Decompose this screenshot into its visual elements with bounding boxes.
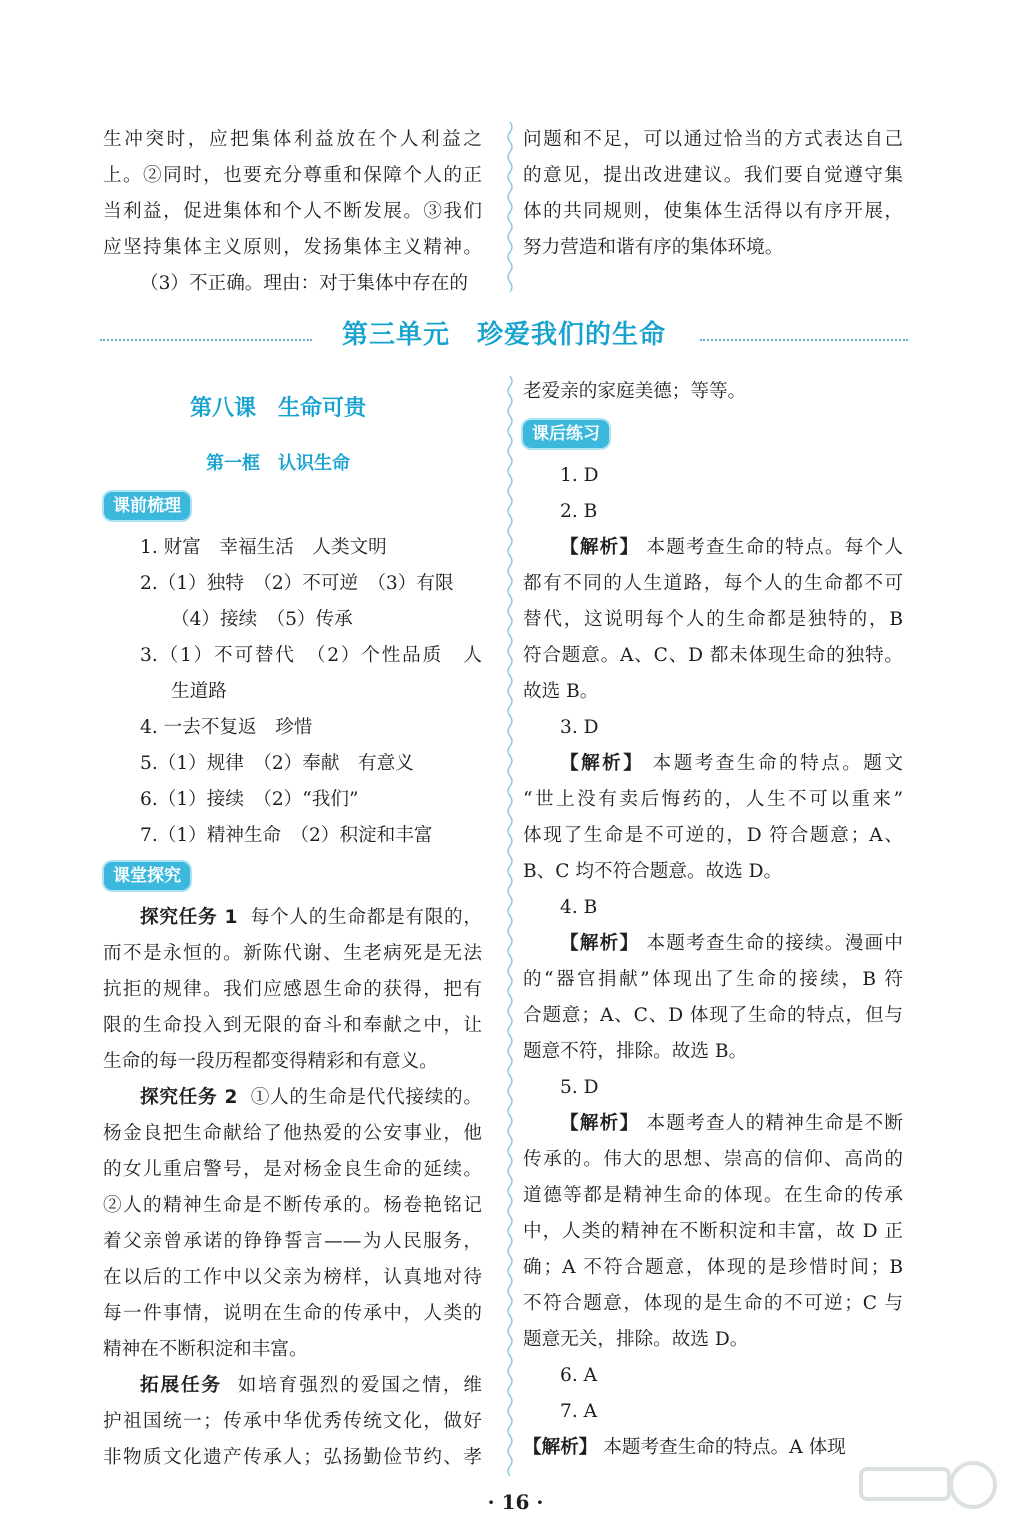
pre-class-list <box>103 530 482 854</box>
watermark-logo <box>851 1455 1011 1527</box>
text-line: 非物质文化遗产传承人；弘扬勤俭节约、孝 <box>103 1447 482 1468</box>
text-line <box>523 1106 903 1142</box>
text-line: （3）不正确。理由：对于集体中存在的 <box>140 273 468 294</box>
answer-item: 4. B <box>560 897 598 918</box>
analysis-text: 本题考查生命的接续。漫画中 <box>646 933 903 954</box>
text-line: 题意不符，排除。故选 B。 <box>523 1041 748 1062</box>
text-line: 替代，这说明每个人的生命都是独特的，B <box>523 609 903 630</box>
unit-heading <box>100 312 908 358</box>
text-line: 故选 B。 <box>523 681 599 702</box>
task-label: 探究任务 1 <box>140 907 238 928</box>
text-line: 而不是永恒的。新陈代谢、生老病死是无法 <box>103 943 482 964</box>
text-line: 符合题意。A、C、D 都未体现生命的独特。 <box>523 645 903 666</box>
text-line: 的女儿重启警号，是对杨金良生命的延续。 <box>103 1159 482 1180</box>
page-number: · 16 · <box>487 1490 544 1514</box>
tag-after-class: 课后练习 <box>523 420 609 448</box>
text-line: 合题意；A、C、D 体现了生命的特点，但与 <box>523 1005 903 1026</box>
analysis-text: 本题考查生命的特点。题文 <box>652 753 903 774</box>
list-item: 1. 财富 幸福生活 人类文明 <box>140 537 387 558</box>
exercise-answers <box>523 458 903 1466</box>
right-first-line <box>523 374 903 410</box>
analysis-label: 【解析】 <box>560 537 640 558</box>
lesson-title: 第八课 生命可贵 <box>190 396 367 421</box>
text-line: 的“器官捐献”体现出了生命的接续，B 符 <box>523 969 903 990</box>
text-line: 传承的。伟大的思想、崇高的信仰、高尚的 <box>523 1149 903 1170</box>
text-line: 杨金良把生命献给了他热爱的公安事业，他 <box>103 1123 482 1144</box>
list-item: 4. 一去不复返 珍惜 <box>140 717 313 738</box>
list-item: 6.（1）接续 （2）“我们” <box>140 789 359 810</box>
analysis-text: 本题考查生命的特点。A 体现 <box>603 1437 846 1458</box>
text-line: 生冲突时，应把集体利益放在个人利益之 <box>103 129 482 150</box>
text-line: 生命的每一段历程都变得精彩和有意义。 <box>103 1051 438 1072</box>
answer-item: 1. D <box>560 465 599 486</box>
list-item: （4）接续 （5）传承 <box>171 609 353 630</box>
explore-section <box>103 900 482 1476</box>
text-line: 道德等都是精神生命的体现。在生命的传承 <box>523 1185 903 1206</box>
text-line: 不符合题意，体现的是生命的不可逆；C 与 <box>523 1293 903 1314</box>
task-text: 每个人的生命都是有限的， <box>250 907 482 928</box>
text-line: 问题和不足，可以通过恰当的方式表达自己 <box>523 129 903 150</box>
text-line: 当利益，促进集体和个人不断发展。③我们 <box>103 201 482 222</box>
text-line: 体现了生命是不可逆的，D 符合题意；A、 <box>523 825 903 846</box>
task-label: 拓展任务 <box>140 1375 223 1396</box>
text-line: 体的共同规则，使集体生活得以有序开展， <box>523 201 903 222</box>
analysis-text: 本题考查人的精神生命是不断 <box>646 1113 903 1134</box>
text-line: 的意见，提出改进建议。我们要自觉遵守集 <box>523 165 903 186</box>
text-line: 努力营造和谐有序的集体环境。 <box>523 237 784 258</box>
analysis-label: 【解析】 <box>523 1437 598 1458</box>
answer-item: 5. D <box>560 1077 599 1098</box>
column-divider <box>504 376 516 1476</box>
text-line: 着父亲曾承诺的铮铮誓言——为人民服务， <box>103 1231 482 1252</box>
analysis-label: 【解析】 <box>560 1113 640 1134</box>
text-line: 确；A 不符合题意，体现的是珍惜时间；B <box>523 1257 903 1278</box>
task-label: 探究任务 2 <box>140 1087 238 1108</box>
top-left-column <box>103 122 482 302</box>
text-line: 护祖国统一；传承中华优秀传统文化，做好 <box>103 1411 482 1432</box>
text-line: 题意无关，排除。故选 D。 <box>523 1329 749 1350</box>
section-title: 第一框 认识生命 <box>206 453 350 474</box>
text-line <box>523 1430 903 1466</box>
analysis-label: 【解析】 <box>560 753 645 774</box>
text-line: 上。②同时，也要充分尊重和保障个人的正 <box>103 165 482 186</box>
tag-pre-class: 课前梳理 <box>104 492 190 520</box>
text-line <box>523 746 903 782</box>
answer-item: 2. B <box>560 501 598 522</box>
analysis-text: 本题考查生命的特点。每个人 <box>646 537 903 558</box>
text-line: 应坚持集体主义原则，发扬集体主义精神。 <box>103 237 482 258</box>
text-line: ②人的精神生命是不断传承的。杨卷艳铭记 <box>103 1195 482 1216</box>
tag-in-class: 课堂探究 <box>104 862 190 890</box>
text-line <box>103 1080 482 1116</box>
text-line: 在以后的工作中以父亲为榜样，认真地对待 <box>103 1267 482 1288</box>
unit-title: 第三单元 珍爱我们的生命 <box>341 320 666 350</box>
list-item: 7.（1）精神生命 （2）积淀和丰富 <box>140 825 433 846</box>
text-line <box>103 1368 482 1404</box>
text-line: 抗拒的规律。我们应感恩生命的获得，把有 <box>103 979 482 1000</box>
list-item: 2.（1）独特 （2）不可逆 （3）有限 <box>140 573 454 594</box>
text-line: 限的生命投入到无限的奋斗和奉献之中，让 <box>103 1015 482 1036</box>
list-item: 3.（1）不可替代 （2）个性品质 人 <box>140 645 482 666</box>
answer-item: 3. D <box>560 717 599 738</box>
text-line: B、C 均不符合题意。故选 D。 <box>523 861 783 882</box>
list-item: 生道路 <box>171 681 227 702</box>
text-line: 每一件事情，说明在生命的传承中，人类的 <box>103 1303 482 1324</box>
top-right-column <box>523 122 903 266</box>
answer-item: 7. A <box>560 1401 598 1422</box>
column-divider <box>504 122 516 292</box>
task-text: 如培育强烈的爱国之情，维 <box>237 1375 482 1396</box>
text-line <box>103 900 482 936</box>
analysis-label: 【解析】 <box>560 933 640 954</box>
text-line: 老爱亲的家庭美德；等等。 <box>523 381 747 402</box>
task-text: ①人的生命是代代接续的。 <box>250 1087 482 1108</box>
list-item: 5.（1）规律 （2）奉献 有意义 <box>140 753 414 774</box>
wavy-line <box>508 376 512 1476</box>
text-line: 中，人类的精神在不断积淀和丰富，故 D 正 <box>523 1221 903 1242</box>
text-line: 都有不同的人生道路，每个人的生命都不可 <box>523 573 903 594</box>
text-line <box>523 530 903 566</box>
text-line: 精神在不断积淀和丰富。 <box>103 1339 308 1360</box>
answer-item: 6. A <box>560 1365 598 1386</box>
text-line <box>523 926 903 962</box>
text-line: “世上没有卖后悔药的，人生不可以重来” <box>523 789 903 810</box>
